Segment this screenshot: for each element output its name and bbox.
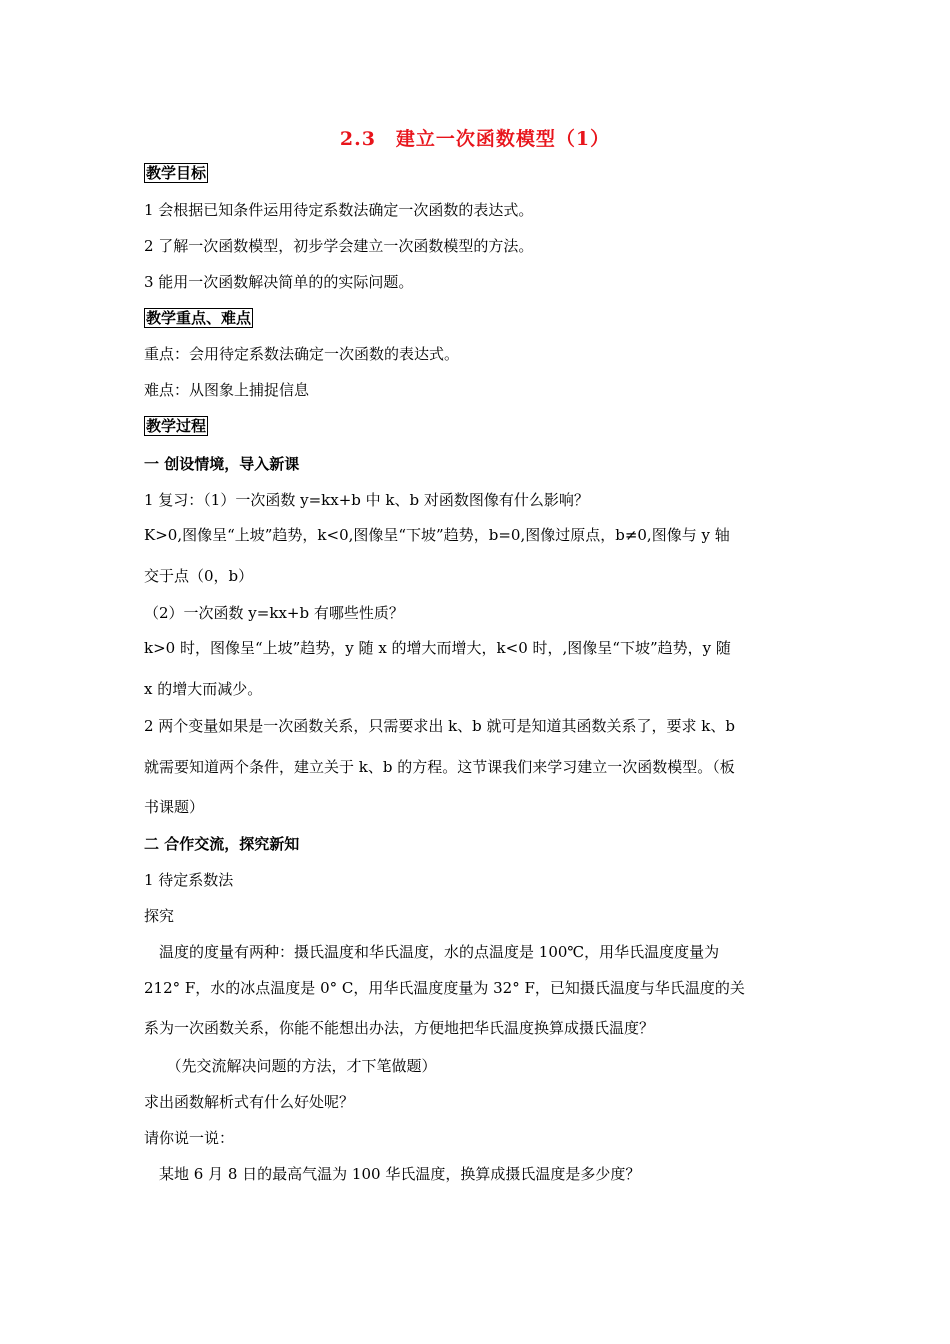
paragraph-line: 书课题）	[144, 798, 205, 816]
key-point: 重点：会用待定系数法确定一次函数的表达式。	[144, 345, 460, 363]
section-heading-key	[144, 308, 253, 328]
section-heading-process	[144, 416, 208, 436]
paragraph-line: （2）一次函数 y=kx+b 有哪些性质？	[144, 604, 404, 622]
paragraph-line: 1 待定系数法	[144, 871, 234, 889]
paragraph-line: 探究	[144, 907, 175, 925]
paragraph-line: 2 两个变量如果是一次函数关系，只需要求出 k、b 就可是知道其函数关系了，要求 k、b	[144, 717, 736, 735]
paragraph-line: 温度的度量有两种：摄氏温度和华氏温度，水的点温度是 100℃，用华氏温度度量为	[144, 943, 720, 961]
goals-heading: 教学目标	[146, 164, 207, 182]
part1-heading: 一 创设情境，导入新课	[144, 455, 300, 473]
paragraph-line: K>0,图像呈“上坡”趋势，k<0,图像呈“下坡”趋势，b=0,图像过原点，b≠0,图像与 y 轴	[144, 526, 730, 544]
paragraph-line: 求出函数解析式有什么好处呢？	[144, 1093, 355, 1111]
paragraph-line: x 的增大而减少。	[144, 680, 263, 698]
paragraph-line: k>0 时，图像呈“上坡”趋势，y 随 x 的增大而增大，k<0 时，,图像呈“下坡”趋势，y 随	[144, 639, 731, 657]
paragraph-line: 就需要知道两个条件，建立关于 k、b 的方程。这节课我们来学习建立一次函数模型。（板	[144, 758, 735, 776]
part2-heading: 二 合作交流，探究新知	[144, 835, 300, 853]
section-heading-goals	[144, 163, 208, 183]
paragraph-line: 系为一次函数关系，你能不能想出办法，方便地把华氏温度换算成摄氏温度？	[144, 1019, 655, 1037]
paragraph-line: 交于点（0，b）	[144, 567, 254, 585]
goal-item: 3 能用一次函数解决简单的的实际问题。	[144, 273, 414, 291]
paragraph-line: 212° F，水的冰点温度是 0° C，用华氏温度度量为 32° F，已知摄氏温度与华氏温度的关	[144, 979, 745, 997]
paragraph-line: 请你说一说：	[144, 1129, 235, 1147]
goal-item: 1 会根据已知条件运用待定系数法确定一次函数的表达式。	[144, 201, 534, 219]
key-heading: 教学重点、难点	[146, 309, 252, 327]
paragraph-line: 某地 6 月 8 日的最高气温为 100 华氏温度，换算成摄氏温度是多少度？	[144, 1165, 641, 1183]
paragraph-line: 1 复习：（1）一次函数 y=kx+b 中 k、b 对函数图像有什么影响？	[144, 491, 589, 509]
paragraph-line: （先交流解决问题的方法，才下笔做题）	[144, 1057, 437, 1075]
key-point: 难点：从图象上捕捉信息	[144, 381, 310, 399]
goal-item: 2 了解一次函数模型，初步学会建立一次函数模型的方法。	[144, 237, 534, 255]
page-title: 2.3 建立一次函数模型（1）	[339, 128, 611, 150]
process-heading: 教学过程	[146, 417, 207, 435]
